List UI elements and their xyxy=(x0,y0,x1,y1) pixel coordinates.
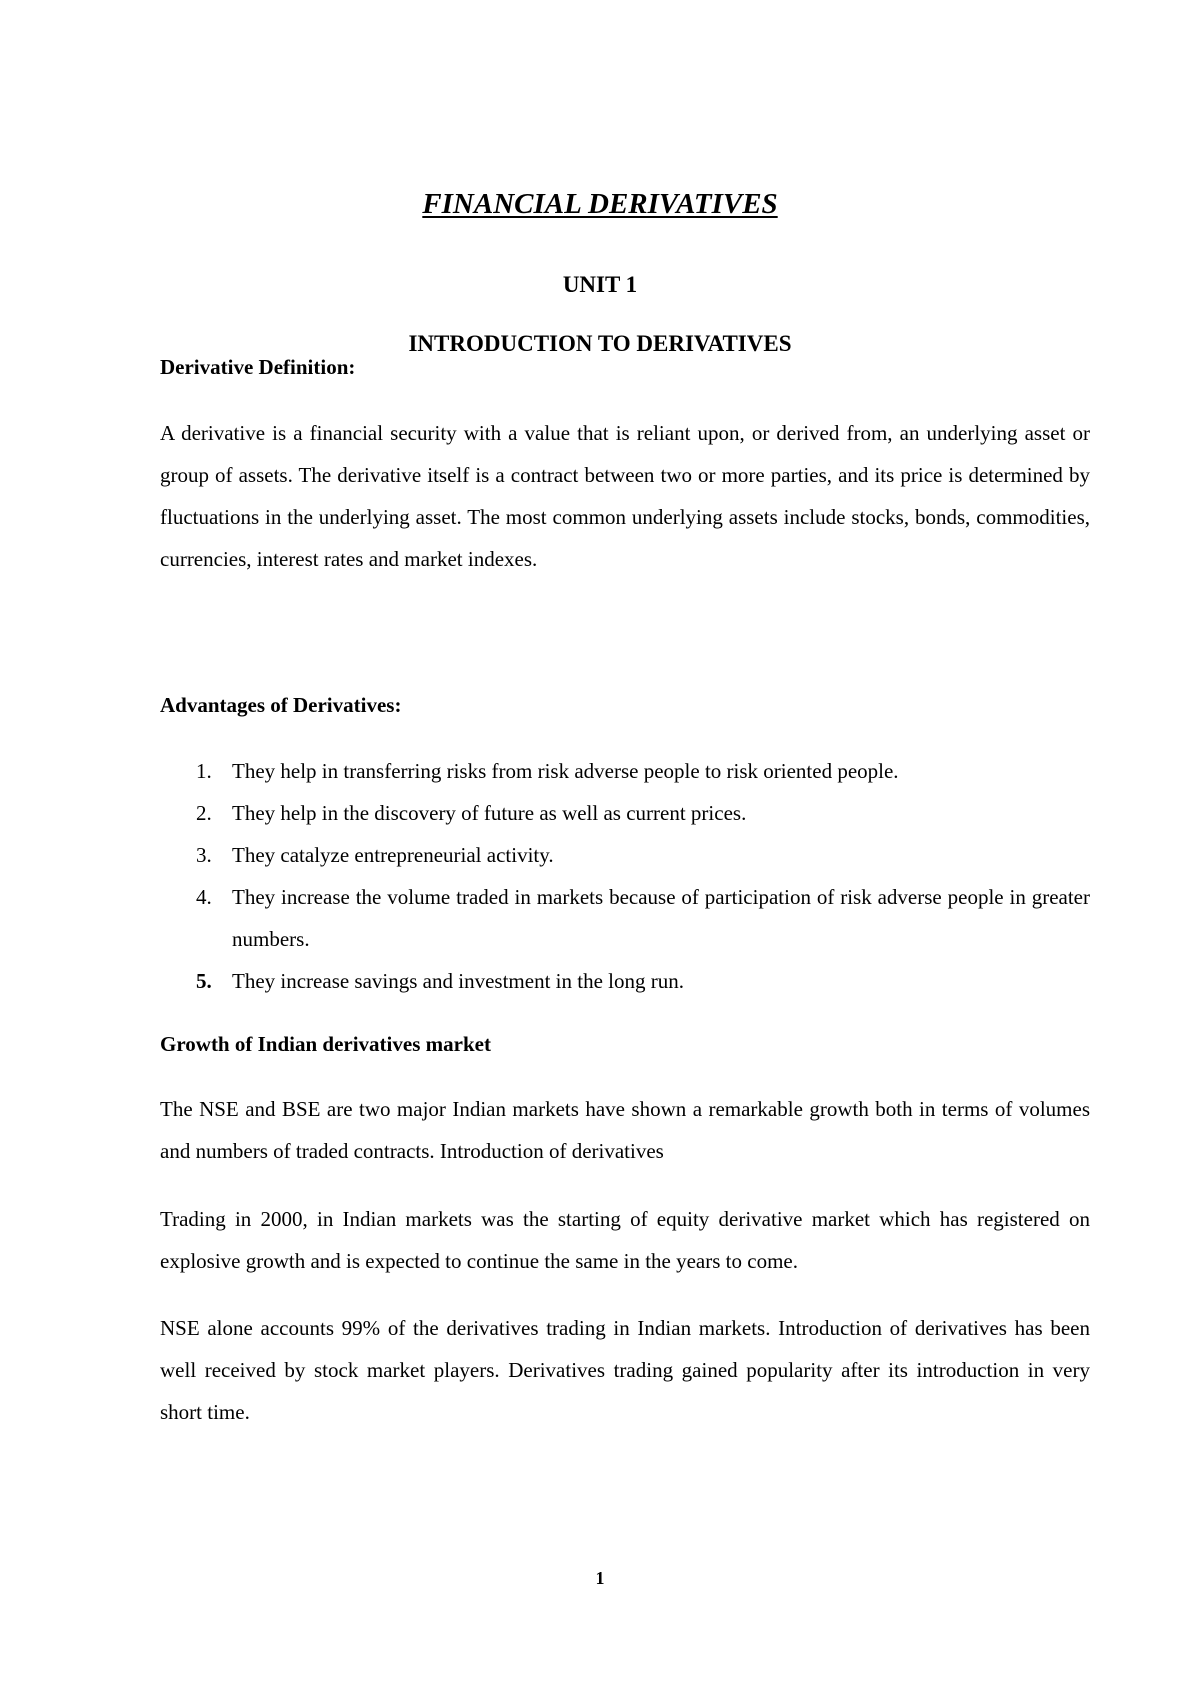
list-item xyxy=(160,792,1090,834)
list-item-text: They help in the discovery of future as well as current prices. xyxy=(232,801,747,825)
definition-heading: Derivative Definition: xyxy=(160,355,356,379)
list-item xyxy=(160,876,1090,960)
list-item-number: 4. xyxy=(196,885,212,909)
list-item-text: They catalyze entrepreneurial activity. xyxy=(232,843,554,867)
page-number: 1 xyxy=(595,1568,605,1588)
definition-paragraph: A derivative is a financial security with a value that is reliant upon, or derived from, an underlying asset or group of assets. The derivative itself is a contract between two or more parties, and its price is determined by fluctuations in the underlying asset. The most common underlying assets include stocks, bonds, commodities, currencies, interest rates and market indexes. xyxy=(160,421,1090,571)
list-item-number: 1. xyxy=(196,759,212,783)
list-item-text: They help in transferring risks from risk adverse people to risk oriented people. xyxy=(232,759,899,783)
growth-paragraph: The NSE and BSE are two major Indian markets have shown a remarkable growth both in terms of volumes and numbers of traded contracts. Introduction of derivatives xyxy=(160,1097,1090,1163)
document-title: FINANCIAL DERIVATIVES xyxy=(422,188,778,220)
growth-heading: Growth of Indian derivatives market xyxy=(160,1032,491,1056)
list-item-number: 3. xyxy=(196,843,212,867)
chapter-heading: INTRODUCTION TO DERIVATIVES xyxy=(408,331,792,356)
growth-paragraph: NSE alone accounts 99% of the derivatives trading in Indian markets. Introduction of derivatives has been well received by stock market players. Derivatives trading gained popularity after its introduction in very short time. xyxy=(160,1316,1090,1424)
list-item-number: 5. xyxy=(196,969,212,993)
list-item-number: 2. xyxy=(196,801,212,825)
list-item xyxy=(160,750,1090,792)
list-item-text: They increase savings and investment in the long run. xyxy=(232,969,684,993)
list-item xyxy=(160,834,1090,876)
unit-heading: UNIT 1 xyxy=(562,272,638,297)
advantages-list xyxy=(160,750,1090,1002)
list-item-text: They increase the volume traded in markets because of participation of risk adverse people in greater numbers. xyxy=(232,885,1090,951)
growth-paragraph: Trading in 2000, in Indian markets was the starting of equity derivative market which has registered on explosive growth and is expected to continue the same in the years to come. xyxy=(160,1207,1090,1273)
list-item xyxy=(160,960,1090,1002)
advantages-heading: Advantages of Derivatives: xyxy=(160,693,402,717)
